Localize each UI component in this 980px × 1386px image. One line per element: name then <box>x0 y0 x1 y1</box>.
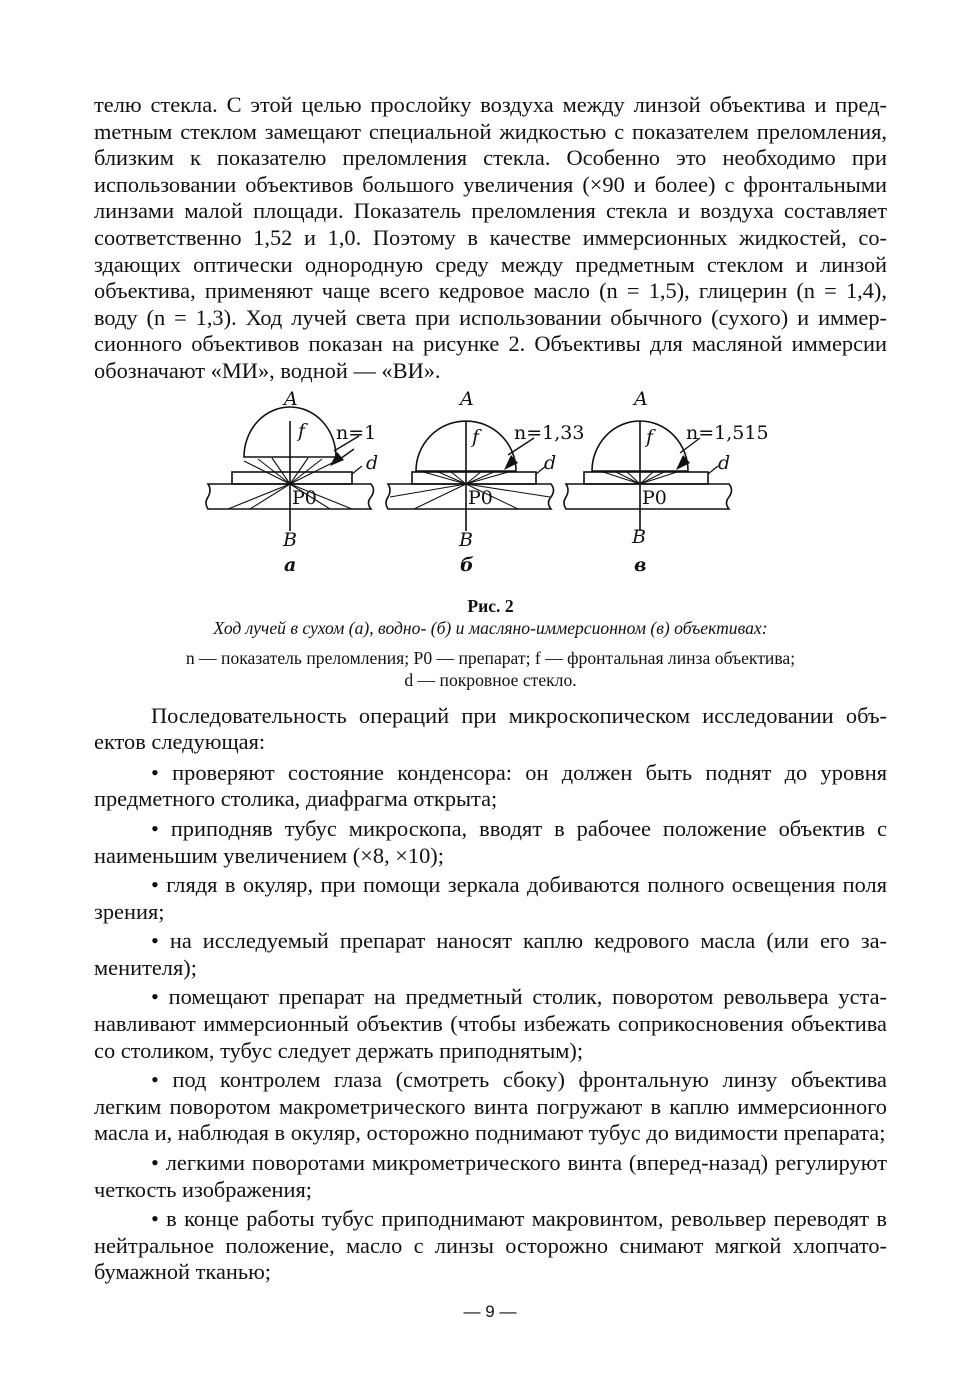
label-c-f: f <box>646 425 654 448</box>
label-a-p0: P0 <box>292 486 317 509</box>
label-c-d: d <box>718 451 731 474</box>
list-item: • в конце работы тубус приподнимают макровинтом, револьвер переводят в нейтральное положение, масло с линзы осторожно снимают мягкой хлопчатобумажной тканью; <box>94 1206 887 1285</box>
paragraph-sequence-intro: Последовательность операций при микроскопическом исследовании объектов следующая: <box>94 702 887 755</box>
label-a-f: f <box>298 419 306 442</box>
label-a-n: n=1 <box>336 421 377 444</box>
list-item: • глядя в окуляр, при помощи зеркала добиваются полного освещения поля зрения; <box>94 872 887 924</box>
figure-caption-title: Рис. 2 <box>467 595 514 616</box>
label-a-d: d <box>366 451 379 474</box>
label-b-p0: P0 <box>468 486 493 509</box>
page-number: — 9 — <box>463 1302 517 1321</box>
label-c-p0: P0 <box>642 486 667 509</box>
list-item: • помещают препарат на предметный столик, поворотом револьвера устанавливают иммерсионный объектив (чтобы избежать соприкосновения объектива со столиком, тубус следует держать приподнятым); <box>94 984 887 1063</box>
figure-legend-line2: d — покровное стекло. <box>404 669 577 690</box>
list-item: • под контролем глаза (смотреть сбоку) фронтальную линзу объектива легким поворотом макрометрического винта погружают в каплю иммерсионного масла и, наблюдая в окуляр, осторожно поднимают тубус до видимости препарата; <box>94 1067 887 1146</box>
label-a-top: A <box>284 390 298 410</box>
panel-c <box>564 391 769 576</box>
operations-list <box>94 760 887 1286</box>
panel-b <box>386 391 584 576</box>
label-b-n: n=1,33 <box>514 421 585 444</box>
panel-letter-a: а <box>284 553 297 576</box>
panel-a <box>206 391 378 576</box>
label-b-bottom: B <box>459 528 473 551</box>
panel-letter-b: б <box>460 553 474 576</box>
list-item: • приподняв тубус микроскопа, вводят в рабочее положение объектив с наименьшим увеличением (×8, ×10); <box>94 815 887 868</box>
label-a-bottom: B <box>283 528 297 551</box>
page-content <box>94 92 887 1286</box>
label-c-bottom: B <box>632 525 646 548</box>
list-item: • проверяют состояние конденсора: он должен быть поднят до уровня предметного столика, диафрагма открыта; <box>94 759 887 812</box>
paragraph-immersion-intro: телю стекла. С этой целью прослойку воздуха между линзой объектива и предmетным стеклом замещают специальной жидкостью с показателем преломления, близким к показателю преломления стекла. Особенно это необходимо при использовании объективов большого увеличения (×90 и более) с фронтальными линзами малой площади. Показатель преломления стекла и воздуха составляет соответственно 1,52 и 1,0. Поэтому в качестве иммерсионных жидкостей, создающих оптически однородную среду между предметным стеклом и линзой объектива, применяют чаще всего кедровое масло (n = 1,5), глицерин (n = 1,4), воду (n = 1,3). Ход лучей света при использовании обычного (сухого) и иммерсионного объективов показан на рисунке 2. Объективы для масляной иммерсии обозначают «МИ», водной — «ВИ». <box>94 92 887 383</box>
panel-letter-c: в <box>634 553 647 576</box>
figure-2-diagram <box>204 391 784 591</box>
label-c-n: n=1,515 <box>686 421 769 444</box>
label-c-top: A <box>634 390 648 410</box>
figure-legend-line1: n — показатель преломления; P0 — препарат; f — фронтальная линза объектива; <box>185 647 796 668</box>
label-b-d: d <box>544 451 557 474</box>
list-item: • легкими поворотами микрометрического винта (вперед-назад) регулируют четкость изображения; <box>94 1150 887 1202</box>
label-b-top: A <box>460 390 474 410</box>
figure-caption-subtitle: Ход лучей в сухом (а), водно- (б) и масляно-иммерсионном (в) объективах: <box>213 617 768 638</box>
list-item: • на исследуемый препарат наносят каплю кедрового масла (или его заменителя); <box>94 928 887 980</box>
label-b-f: f <box>472 425 480 448</box>
figure-2 <box>94 391 887 591</box>
